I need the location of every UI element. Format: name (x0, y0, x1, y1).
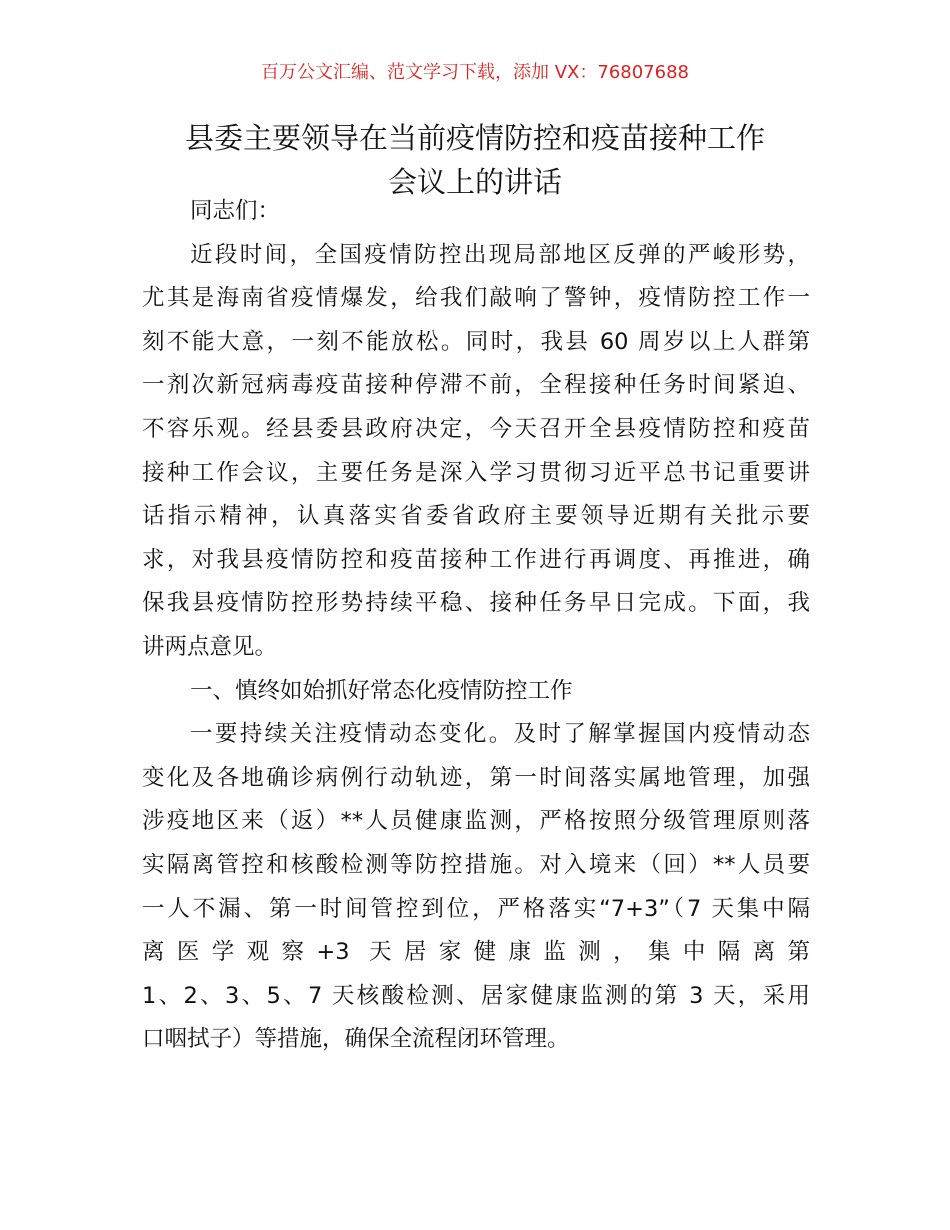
text-line: 接种工作会议，主要任务是深入学习贯彻习近平总书记重要讲 (142, 459, 810, 486)
paragraph-1 (142, 713, 810, 1062)
document-title-line-2: 会议上的讲话 (387, 165, 562, 199)
text-line: 刻不能大意，一刻不能放松。同时，我县 60 周岁以上人群第 (142, 328, 810, 355)
text-line: 口咽拭子）等措施，确保全流程闭环管理。 (142, 1026, 570, 1053)
text-line: 一剂次新冠病毒疫苗接种停滞不前，全程接种任务时间紧迫、 (142, 372, 810, 399)
watermark-banner: 百万公文汇编、范文学习下载，添加 VX：76807688 (261, 62, 689, 83)
section-heading-1 (142, 670, 810, 714)
text-line: 讲两点意见。 (142, 633, 278, 660)
intro-paragraph (142, 234, 810, 670)
text-line: 变化及各地确诊病例行动轨迹，第一时间落实属地管理，加强 (142, 764, 810, 791)
text-line: 话指示精神，认真落实省委省政府主要领导近期有关批示要 (142, 503, 810, 530)
text-line: 实隔离管控和核酸检测等防控措施。对入境来（回）**人员要 (142, 851, 810, 878)
text-line: 求，对我县疫情防控和疫苗接种工作进行再调度、再推进，确 (142, 546, 810, 573)
document-title-line-1: 县委主要领导在当前疫情防控和疫苗接种工作 (184, 121, 765, 155)
document-body (142, 190, 810, 1062)
text-line: 离医学观察+3 天居家健康监测，集中隔离第 (142, 939, 810, 966)
text-line: 不容乐观。经县委县政府决定，今天召开全县疫情防控和疫苗 (142, 415, 810, 442)
text-line: 保我县疫情防控形势持续平稳、接种任务早日完成。下面，我 (142, 590, 810, 617)
text-line: 一、慎终如始抓好常态化疫情防控工作 (190, 677, 573, 704)
text-line: 一人不漏、第一时间管控到位，严格落实“7+3”（7 天集中隔 (142, 895, 810, 922)
text-line: 1、2、3、5、7 天核酸检测、居家健康监测的第 3 天，采用 (142, 982, 810, 1009)
text-line: 一要持续关注疫情动态变化。及时了解掌握国内疫情动态 (190, 721, 810, 748)
text-line: 尤其是海南省疫情爆发，给我们敲响了警钟，疫情防控工作一 (142, 285, 810, 312)
salutation (142, 190, 810, 234)
text-line: 涉疫地区来（返）**人员健康监测，严格按照分级管理原则落 (142, 808, 810, 835)
text-line: 同志们： (190, 198, 281, 224)
text-line: 近段时间，全国疫情防控出现局部地区反弹的严峻形势， (190, 241, 810, 268)
